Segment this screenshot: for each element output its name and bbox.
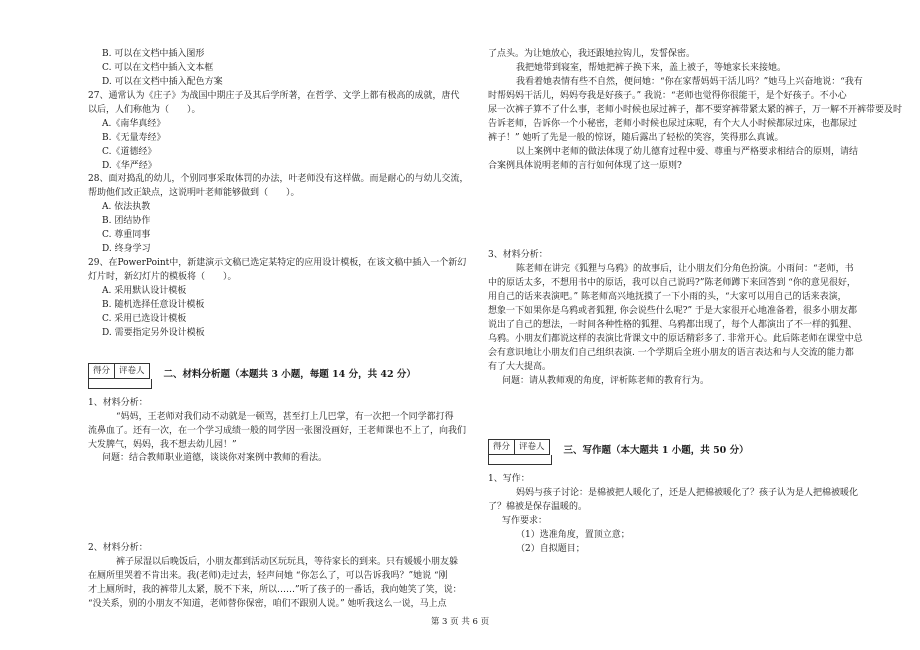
section-3-title: 三、写作题（本大题共 1 小题，共 50 分）: [563, 445, 749, 457]
q29-option: B. 随机选择任意设计模板: [102, 299, 205, 310]
q29-option: A. 采用默认设计模板: [102, 285, 187, 296]
q27-stem-line: 27、通常认为《庄子》为战国中期庄子及其后学所著，在哲学、文学上都有极高的成就，唐代: [88, 90, 460, 101]
grader-label: 评卷人: [519, 441, 545, 452]
score-box: [488, 439, 550, 465]
material-3-line: 有了大大提高。: [488, 361, 552, 372]
score-label: 得分: [489, 440, 515, 454]
left-column: [88, 48, 469, 612]
q28-option: C. 尊重同事: [102, 230, 151, 241]
material-3-line: 想象一下如果你是乌鸦或者狐狸, 你会说些什么呢?” 于是大家很开心地准备着，很多小朋友都: [488, 306, 858, 317]
section-2-header: [88, 363, 458, 389]
q28-stem-line: 帮助他们改正缺点，这说明叶老师能够做到（ ）。: [88, 188, 300, 199]
material-2-cont-line: 时帮妈妈干活儿，妈妈夸我是好孩子。” 我说：“老师也觉得你很能干，是个好孩子。不小心: [488, 90, 847, 101]
material-3-line: 用自己的话来表演吧。” 陈老师高兴地抚摸了一下小雨的头，“大家可以用自己的话来表演，: [488, 292, 847, 303]
material-3-line: 中的原话太多，不想用书中的原话，我可以自己说吗?”陈老师蹲下来回答到 “你的意见很好，: [488, 278, 856, 289]
writing-requirements-heading: 写作要求：: [502, 515, 548, 526]
material-1-heading: 1、材料分析：: [88, 397, 148, 408]
q27-option: B.《无量寿经》: [102, 132, 166, 143]
material-2-cont-line: 告诉老师，告诉你一个小秘密，老师小时候也尿过床呢，有个大人小时候都尿过床，也都尿过: [488, 118, 858, 129]
material-2-line: 才上厕所时，我的裤带儿太紧，脱不下来，所以……”听了孩子的一番话，我向她笑了笑，说：: [88, 585, 462, 596]
material-3-line: 乌鸦。小朋友们都说这样的表演比背课文中的原话精彩多了. 非常开心。此后陈老师在课堂中总: [488, 334, 863, 345]
score-box: [88, 363, 150, 389]
material-2-line: 裤子尿湿以后晚饭后，小朋友都到活动区玩玩具，等待家长的到来。只有媛媛小朋友躲: [116, 557, 459, 568]
material-3-heading: 3、材料分析：: [488, 250, 548, 261]
q28-option: A. 依法执教: [102, 202, 151, 213]
material-3-line: 说出了自己的想法，一时间各种性格的狐狸、乌鸦都出现了，每个人都演出了不一样的狐狸、: [488, 320, 858, 331]
material-3-line: 陈老师在讲完《狐狸与乌鸦》的故事后，让小朋友们分角色扮演。小雨问：“老师，书: [516, 264, 854, 275]
page-footer: 第 3 页 共 6 页: [430, 617, 490, 627]
q29-option: C. 采用已选设计模板: [102, 313, 187, 324]
q26-option-b: B. 可以在文档中插入图形: [102, 49, 205, 59]
material-2-cont-line: 了点头。为让她放心，我还跟她拉钩儿，发誓保密。: [488, 49, 696, 59]
material-2-line: “没关系，别的小朋友不知道，老师替你保密，咱们不跟别人说。” 她听我这么一说，马上点: [88, 599, 447, 610]
material-2-heading: 2、材料分析：: [88, 543, 148, 554]
q29-stem-line: 灯片时，新幻灯片的模板将（ ）。: [88, 272, 237, 282]
writing-requirement: （2）自拟题目；: [516, 543, 585, 554]
material-1-line: 大发脾气，妈妈，我不想去幼儿园！”: [88, 439, 237, 450]
q29-stem-line: 29、在PowerPoint中，新建演示文稿已选定某特定的应用设计模板，在该文稿中插入一个新幻: [88, 258, 467, 269]
writing-prompt-line: 了？棉被是保存温暖的。: [488, 501, 588, 512]
right-column: [488, 48, 903, 556]
q27-option: C.《道德经》: [102, 146, 157, 157]
material-3-line: 会有意识地让小朋友们自己组织表演. 一个学期后全班小朋友的语言表达和与人交流的能力都: [488, 348, 854, 358]
material-1-question: 问题：结合教师职业道德，谈谈你对案例中教师的看法。: [102, 453, 328, 464]
material-1-line: “妈妈，王老师对我们动不动就是一顿骂，甚至打上几巴掌，有一次把一个同学都打得: [116, 411, 454, 422]
material-2-cont-line: 我把她带到寝室，帮她把裤子换下来，盖上被子，等她家长来接她。: [516, 62, 787, 73]
q27-option: D.《华严经》: [102, 160, 157, 171]
writing-heading: 1、写作：: [488, 473, 530, 484]
writing-requirement: （1）选准角度，置顶立意；: [516, 529, 630, 540]
material-2-cont-line: 裤子！” 她听了先是一般的惊讶，随后露出了轻松的笑容，笑得那么真诚。: [488, 132, 784, 143]
section-3-header: [488, 439, 856, 465]
grader-label: 评卷人: [119, 365, 145, 376]
q27-option: A.《南华真经》: [102, 118, 166, 129]
score-label: 得分: [89, 364, 115, 378]
section-2-title: 二、材料分析题（本题共 3 小题，每题 14 分，共 42 分）: [163, 369, 416, 381]
material-2-line: 在厕所里哭着不肯出来。我(老师)走过去，轻声问她 “你怎么了，可以告诉我吗？”她说 “刚: [88, 571, 448, 582]
q29-option: D. 需要指定另外设计模板: [102, 327, 205, 338]
material-2-cont-line: 我看着她表情有些不自然，便问她：“你在家帮妈妈干活儿吗？”她马上兴奋地说：“我有: [516, 76, 863, 87]
q28-option: B. 团结协作: [102, 216, 151, 227]
material-1-line: 流鼻血了。还有一次，在一个学习成绩一般的同学因一张图没画好，王老师课也不上了，向我们: [88, 425, 467, 436]
material-3-question: 问题：请从教师观的角度，评析陈老师的教育行为。: [502, 375, 710, 386]
material-2-cont-line: 合案例具体说明老师的言行如何体现了这一原则?: [488, 160, 682, 171]
writing-prompt-line: 妈妈与孩子讨论：是棉被把人暖化了，还是人把棉被暖化了？孩子认为是人把棉被暖化: [516, 487, 859, 498]
material-2-cont-line: 以上案例中老师的做法体现了幼儿德育过程中爱、尊重与严格要求相结合的原则，请结: [516, 146, 859, 157]
q28-stem-line: 28、面对捣乱的幼儿，个别同事采取体罚的办法，叶老师没有这样做。而是耐心的与幼儿交流，: [88, 174, 469, 185]
q26-option-c: C. 可以在文档中插入文本框: [102, 62, 214, 73]
q26-option-d: D. 可以在文档中插入配色方案: [102, 76, 223, 87]
q28-option: D. 终身学习: [102, 244, 151, 255]
material-2-cont-line: 尿一次裤子算不了什么事，老师小时候也尿过裤子，都不要穿裤带紧太紧的裤子，万一解不开裤带要及时: [488, 104, 903, 115]
q27-stem-line: 以后，人们称他为（ ）。: [88, 104, 201, 115]
